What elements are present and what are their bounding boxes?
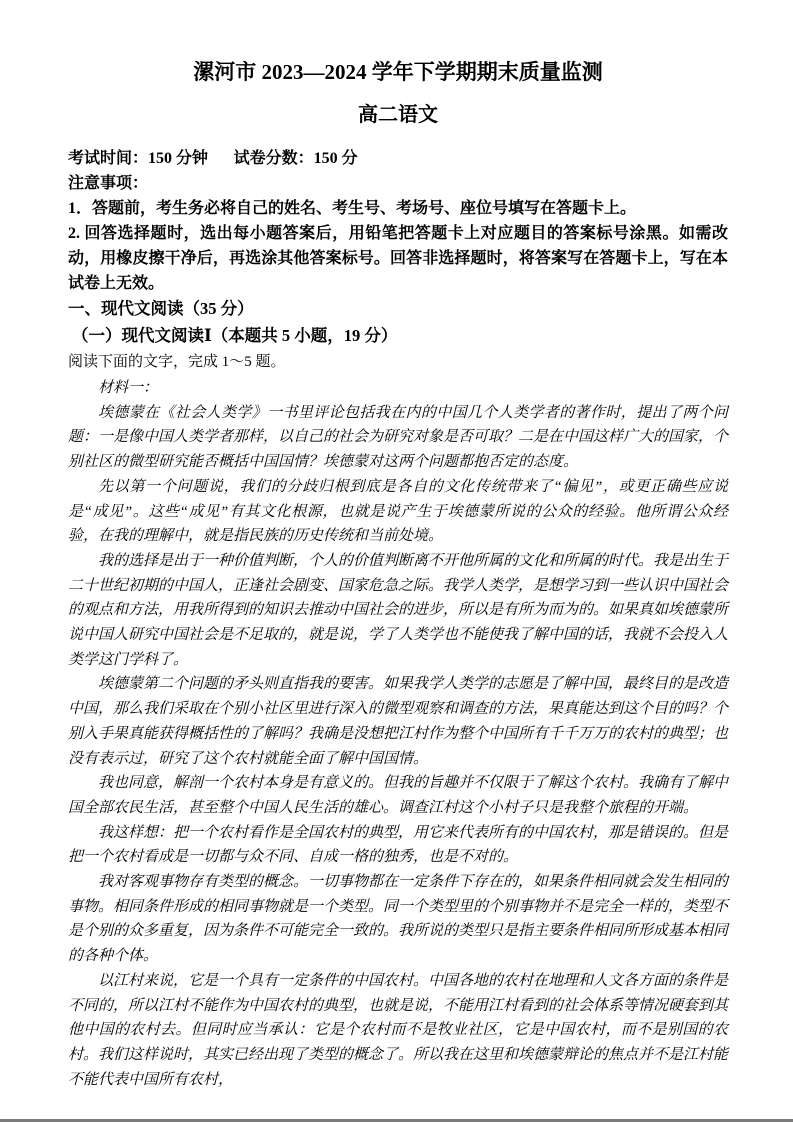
passage-paragraph-4: 埃德蒙第二个问题的矛头则直指我的要害。如果我学人类学的志愿是了解中国，最终目的是改造中国，那么我们采取在个别小社区里进行深入的微型观察和调查的方法，果真能达到这个目的吗？个别入手果真能获得概括性的了解吗？我确是没想把江村作为整个中国所有千千万万的农村的典型；也没有表示过，研究了这个农村就能全面了解中国国情。	[68, 676, 729, 767]
material-label: 材料一：	[98, 380, 159, 396]
passage-paragraph-2: 先以第一个问题说，我们的分歧归根到底是各自的文化传统带来了“偏见”，或更正确些应说是“成见”。这些“成见”有其文化根源，也就是说产生于埃德蒙所说的公众的经验。他所谓公众经验，在我的理解中，就是指民族的历史传统和当前处境。	[68, 478, 728, 545]
passage-paragraph-6: 我这样想：把一个农村看作是全国农村的典型，用它来代表所有的中国农村，那是错误的。但是把一个农村看成是一切都与众不同、自成一格的独秀，也是不对的。	[68, 824, 729, 866]
notice-heading: 注意事项：	[68, 175, 149, 192]
notice-item-2: 2. 回答选择题时，选出每小题答案后，用铅笔把答题卡上对应题目的答案标号涂黑。如需改动，用橡皮擦干净后，再选涂其他答案标号。回答非选择题时，将答案写在答题卡上，写在本试卷上无效。	[68, 225, 728, 292]
passage-paragraph-1: 埃德蒙在《社会人类学》一书里评论包括我在内的中国几个人类学者的著作时，提出了两个问题：一是像中国人类学者那样，以自己的社会为研究对象是否可取？二是在中国这样广大的国家，个别社区的微型研究能否概括中国国情？埃德蒙对这两个问题都抱否定的态度。	[68, 404, 729, 471]
subsection-heading-reading-1: （一）现代文阅读Ⅰ（本题共 5 小题，19 分）	[72, 326, 398, 345]
exam-info-line	[68, 146, 728, 171]
exam-time-label: 考试时间：150 分钟	[68, 150, 209, 167]
notice-item-1: 1．答题前，考生务必将自己的姓名、考生号、考场号、座位号填写在答题卡上。	[68, 200, 637, 217]
exam-score-label: 试卷分数：150 分	[233, 150, 358, 167]
passage-paragraph-5: 我也同意，解剖一个农村本身是有意义的。但我的旨趣并不仅限于了解这个农村。我确有了解中国全部农民生活，甚至整个中国人民生活的雄心。调查江村这个小村子只是我整个旅程的开端。	[68, 775, 729, 816]
passage-paragraph-3: 我的选择是出于一种价值判断，个人的价值判断离不开他所属的文化和所属的时代。我是出生于二十世纪初期的中国人，正逢社会剧变、国家危急之际。我学人类学，是想学习到一些认识中国社会的观点和方法，用我所得到的知识去推动中国社会的进步，所以是有所为而为的。如果真如埃德蒙所说中国人研究中国社会是不足取的，就是说，学了人类学也不能使我了解中国的话，我就不会投入人类学这门学科了。	[68, 552, 729, 668]
reading-instruction: 阅读下面的文字，完成 1～5 题。	[68, 354, 286, 370]
page-title: 漯河市 2023—2024 学年下学期期末质量监测	[193, 60, 603, 84]
passage-paragraph-7: 我对客观事物存有类型的概念。一切事物都在一定条件下存在的，如果条件相同就会发生相同的事物。相同条件形成的相同事物就是一个类型。同一个类型里的个别事物并不是完全一样的，类型不是个别的众多重复，因为条件不可能完全一致的。我所说的类型只是指主要条件相同所形成基本相同的各种个体。	[68, 874, 729, 965]
section-heading-modern-reading: 一、现代文阅读（35 分）	[68, 299, 254, 318]
passage-paragraph-8: 以江村来说，它是一个具有一定条件的中国农村。中国各地的农村在地理和人文各方面的条件是不同的，所以江村不能作为中国农村的典型，也就是说，不能用江村看到的社会体系等情况硬套到其他中国的农村去。但同时应当承认：它是个农村而不是牧业社区，它是中国农村，而不是别国的农村。我们这样说时，其实已经出现了类型的概念了。所以我在这里和埃德蒙辩论的焦点并不是江村能不能代表中国所有农村，	[68, 972, 729, 1088]
page-subtitle: 高二语文	[358, 104, 438, 126]
